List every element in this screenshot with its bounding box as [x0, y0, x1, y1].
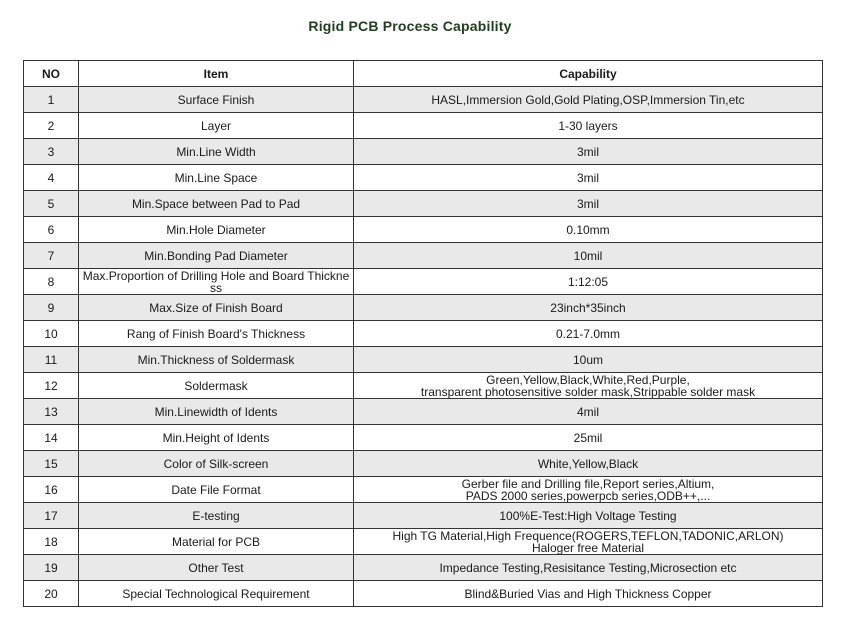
row-capability-cell: [354, 477, 823, 503]
row-capability-text: 25mil: [573, 430, 603, 445]
row-no-text: 4: [47, 170, 55, 185]
row-capability-text: 1:12:05: [567, 274, 609, 289]
table-row: [24, 165, 823, 191]
row-no-text: 1: [47, 92, 55, 107]
row-no-text: 10: [44, 326, 58, 341]
row-capability-cell: [354, 295, 823, 321]
row-no-text: 7: [47, 248, 55, 263]
row-capability-text: 23inch*35inch: [550, 300, 626, 315]
row-item-cell: [79, 321, 354, 347]
row-capability-cell: [354, 217, 823, 243]
row-no-cell: [24, 139, 79, 165]
row-no-cell: [24, 87, 79, 113]
row-item-cell: [79, 373, 354, 399]
row-item-text: Min.Line Space: [174, 170, 258, 185]
row-item-text: Min.Linewidth of Idents: [154, 404, 278, 419]
row-no-text: 2: [47, 118, 55, 133]
row-item-cell: [79, 217, 354, 243]
row-item-cell: [79, 503, 354, 529]
row-capability-text: 1-30 layers: [558, 118, 618, 133]
row-capability-cell: [354, 139, 823, 165]
table-row: [24, 451, 823, 477]
table-row: [24, 191, 823, 217]
table-row: [24, 217, 823, 243]
row-capability-cell: [354, 373, 823, 399]
row-item-cell: [79, 529, 354, 555]
row-no-cell: [24, 165, 79, 191]
table-row: [24, 529, 823, 555]
row-item-cell: [79, 113, 354, 139]
row-no-text: 11: [44, 352, 58, 367]
row-capability-cell: [354, 165, 823, 191]
row-capability-cell: [354, 399, 823, 425]
row-no-cell: [24, 425, 79, 451]
row-no-text: 13: [44, 404, 58, 419]
row-item-text: Min.Hole Diameter: [166, 222, 266, 237]
row-no-cell: [24, 373, 79, 399]
row-no-cell: [24, 113, 79, 139]
row-capability-cell: [354, 503, 823, 529]
row-no-text: 16: [44, 482, 58, 497]
capability-table: [23, 60, 823, 607]
row-no-cell: [24, 321, 79, 347]
row-item-cell: [79, 269, 354, 295]
row-capability-cell: [354, 529, 823, 555]
table-row: [24, 503, 823, 529]
row-item-text: Max.Size of Finish Board: [149, 300, 283, 315]
row-item-cell: [79, 451, 354, 477]
row-item-text: Special Technological Requirement: [122, 586, 310, 601]
row-no-cell: [24, 347, 79, 373]
row-capability-cell: [354, 425, 823, 451]
row-item-cell: [79, 581, 354, 607]
row-no-text: 12: [44, 378, 58, 393]
row-capability-text: 3mil: [576, 144, 599, 159]
row-item-cell: [79, 555, 354, 581]
table-row: [24, 113, 823, 139]
row-item-cell: [79, 477, 354, 503]
table-row: [24, 555, 823, 581]
row-capability-text: 10mil: [573, 248, 603, 263]
row-item-cell: [79, 139, 354, 165]
row-no-text: 14: [44, 430, 58, 445]
row-no-text: 19: [44, 560, 58, 575]
row-item-text: Min.Bonding Pad Diameter: [144, 248, 288, 263]
row-capability-text: 3mil: [576, 196, 599, 211]
table-row: [24, 269, 823, 295]
table-row: [24, 243, 823, 269]
row-no-cell: [24, 269, 79, 295]
row-capability-text: 0.10mm: [566, 222, 610, 237]
header-row: [24, 61, 823, 87]
row-capability-text: 0.21-7.0mm: [555, 326, 621, 341]
row-no-cell: [24, 581, 79, 607]
row-capability-cell: [354, 191, 823, 217]
table-header: [24, 61, 823, 87]
row-no-text: 18: [44, 534, 58, 549]
row-no-cell: [24, 451, 79, 477]
row-capability-text: 10um: [572, 352, 604, 367]
row-item-text: Layer: [200, 118, 232, 133]
row-item-text: E-testing: [192, 508, 240, 523]
row-no-text: 9: [47, 300, 55, 315]
row-capability-cell: [354, 113, 823, 139]
row-no-text: 20: [44, 586, 58, 601]
row-capability-text: HASL,Immersion Gold,Gold Plating,OSP,Immersion Tin,etc: [431, 92, 745, 107]
row-item-text: Color of Silk-screen: [163, 456, 269, 471]
row-capability-text: White,Yellow,Black: [537, 456, 639, 471]
row-item-cell: [79, 87, 354, 113]
table-row: [24, 477, 823, 503]
row-no-cell: [24, 217, 79, 243]
row-no-cell: [24, 503, 79, 529]
row-item-text: Rang of Finish Board's Thickness: [126, 326, 306, 341]
row-item-cell: [79, 399, 354, 425]
row-capability-cell: [354, 451, 823, 477]
row-capability-text: Green,Yellow,Black,White,Red,Purple, transparent photosensitive solder mask,Strippable solder mask: [420, 372, 756, 399]
row-capability-cell: [354, 581, 823, 607]
row-capability-text: Blind&Buried Vias and High Thickness Copper: [464, 586, 712, 601]
row-item-text: Soldermask: [184, 378, 248, 393]
row-item-text: Surface Finish: [177, 92, 255, 107]
row-capability-cell: [354, 347, 823, 373]
header-item: Item: [79, 61, 354, 87]
row-item-text: Min.Space between Pad to Pad: [131, 196, 301, 211]
row-item-cell: [79, 295, 354, 321]
header-no: NO: [24, 61, 79, 87]
row-no-cell: [24, 555, 79, 581]
row-item-cell: [79, 425, 354, 451]
row-item-cell: [79, 347, 354, 373]
row-capability-text: High TG Material,High Frequence(ROGERS,TEFLON,TADONIC,ARLON) Haloger free Material: [392, 528, 784, 555]
header-capability: Capability: [354, 61, 823, 87]
row-no-text: 6: [47, 222, 55, 237]
row-capability-text: 3mil: [576, 170, 599, 185]
table-row: [24, 347, 823, 373]
row-capability-cell: [354, 555, 823, 581]
table-row: [24, 425, 823, 451]
row-item-text: Min.Thickness of Soldermask: [137, 352, 295, 367]
row-capability-cell: [354, 269, 823, 295]
row-no-cell: [24, 191, 79, 217]
table-row: [24, 321, 823, 347]
row-capability-cell: [354, 243, 823, 269]
row-no-cell: [24, 295, 79, 321]
row-item-cell: [79, 243, 354, 269]
row-no-cell: [24, 243, 79, 269]
table-row: [24, 87, 823, 113]
row-no-text: 15: [44, 456, 58, 471]
row-item-text: Min.Height of Idents: [162, 430, 270, 445]
row-capability-cell: [354, 321, 823, 347]
row-no-cell: [24, 529, 79, 555]
table-row: [24, 139, 823, 165]
table-row: [24, 373, 823, 399]
row-no-text: 3: [47, 144, 55, 159]
row-no-text: 8: [47, 274, 55, 289]
table-row: [24, 581, 823, 607]
row-no-cell: [24, 399, 79, 425]
row-capability-text: Gerber file and Drilling file,Report series,Altium, PADS 2000 series,powerpcb series,ODB++,...: [461, 476, 715, 503]
row-capability-cell: [354, 87, 823, 113]
row-capability-text: Impedance Testing,Resisitance Testing,Microsection etc: [439, 560, 737, 575]
row-item-text: Min.Line Width: [176, 144, 256, 159]
row-no-text: 17: [44, 508, 58, 523]
row-item-text: Max.Proportion of Drilling Hole and Board Thickness: [82, 268, 350, 295]
row-capability-text: 100%E-Test:High Voltage Testing: [499, 508, 677, 523]
row-item-text: Material for PCB: [171, 534, 261, 549]
row-item-text: Other Test: [188, 560, 244, 575]
table-body: [24, 87, 823, 607]
row-no-cell: [24, 477, 79, 503]
table-row: [24, 399, 823, 425]
row-capability-text: 4mil: [576, 404, 599, 419]
row-no-text: 5: [47, 196, 55, 211]
row-item-cell: [79, 165, 354, 191]
row-item-cell: [79, 191, 354, 217]
page-title: Rigid PCB Process Capability: [308, 18, 512, 34]
table-row: [24, 295, 823, 321]
row-item-text: Date File Format: [171, 482, 261, 497]
